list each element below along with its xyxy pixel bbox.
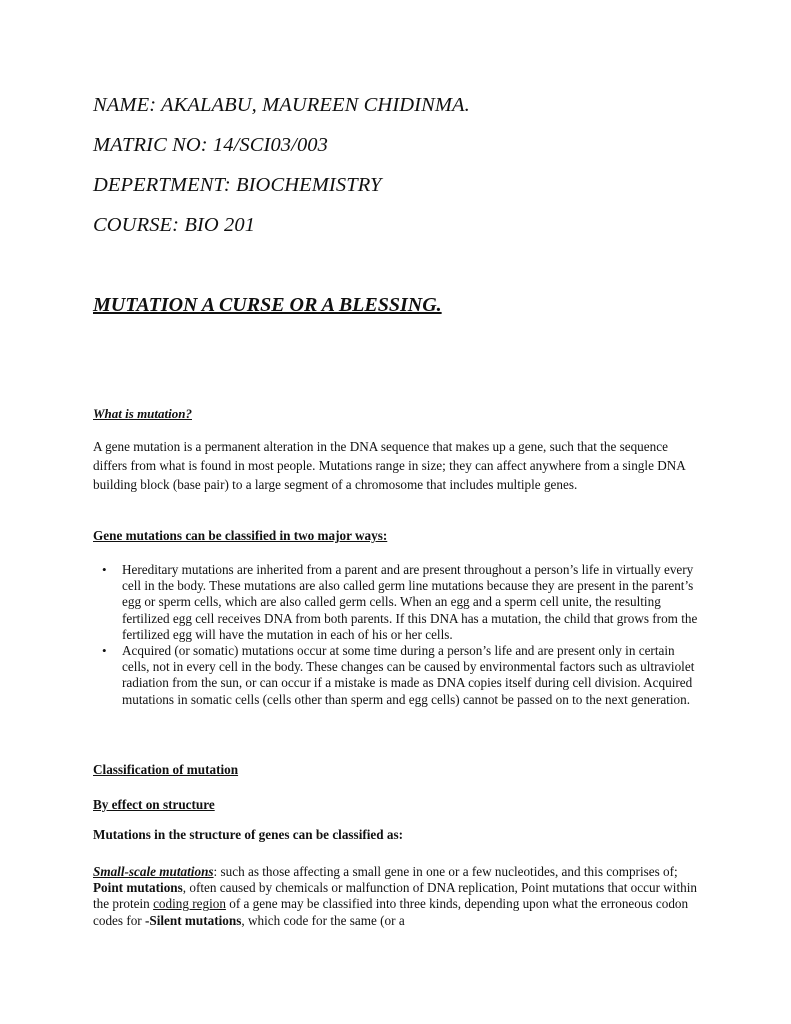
section-heading-what-is-mutation: What is mutation? — [93, 406, 192, 421]
list-item — [93, 643, 703, 708]
section-heading-classification-ways: Gene mutations can be classified in two major ways: — [93, 528, 388, 543]
text-run: of a gene may be classified into three kinds, depending upon what the erroneous codon codes for — [93, 896, 689, 928]
text-run: , which code for the same (or a — [241, 912, 405, 928]
list-item-text: Acquired (or somatic) mutations occur at some time during a person’s life and are present only in certain cells, not in every cell in the body. These changes can be caused by environmental factors such as ultraviolet radiation from the sun, or can occur if a mistake is made as DNA copies itself during cell division. Acquired mutations in somatic cells (cells other than sperm and egg cells) cannot be passed on to the next generation. — [122, 643, 695, 707]
section-heading-classification: Classification of mutation — [93, 762, 239, 777]
document-title: MUTATION A CURSE OR A BLESSING. — [93, 294, 442, 316]
structure-intro: Mutations in the structure of genes can be classified as: — [93, 827, 404, 842]
term-point-mutations: Point mutations — [93, 880, 183, 896]
list-item-text: Hereditary mutations are inherited from a parent and are present throughout a person’s life in virtually every cell in the body. These mutations are also called germ line mutations because they are present in the parent’s egg or sperm cells, which are also called germ cells. When an egg and a sperm cell unite, the resulting fertilized egg cell receives DNA from both parents. If this DNA has a mutation, the child that grows from the fertilized egg will have the mutation in each of his or her cells. — [122, 562, 698, 642]
matric-number: MATRIC NO: 14/SCI03/003 — [93, 134, 329, 156]
term-small-scale: Small-scale mutations — [93, 864, 214, 879]
student-name: NAME: AKALABU, MAUREEN CHIDINMA. — [93, 94, 470, 116]
term-silent-mutations: -Silent mutations — [145, 912, 242, 928]
department: DEPERTMENT: BIOCHEMISTRY — [93, 174, 382, 196]
coding-region-link[interactable]: coding region — [153, 896, 226, 912]
text-run: : such as those affecting a small gene in one or a few nucleotides, and this comprises of; — [213, 864, 678, 879]
list-item — [93, 562, 703, 643]
course: COURSE: BIO 201 — [93, 214, 256, 236]
bullet-icon: • — [102, 562, 107, 577]
text-run: , often caused by chemicals or malfunction of DNA replication, Point mutations that occur within the protein — [93, 880, 697, 912]
bullet-icon: • — [102, 643, 107, 659]
mutation-types-list — [93, 562, 703, 708]
small-scale-paragraph — [93, 864, 703, 929]
subheading-effect-on-structure: By effect on structure — [93, 797, 215, 812]
definition-paragraph: A gene mutation is a permanent alteration in the DNA sequence that makes up a gene, such that the sequence differs from what is found in most people. Mutations range in size; they can affect anywhere from a single DNA building block (base pair) to a large segment of a chromosome that includes multiple genes. — [93, 439, 686, 492]
